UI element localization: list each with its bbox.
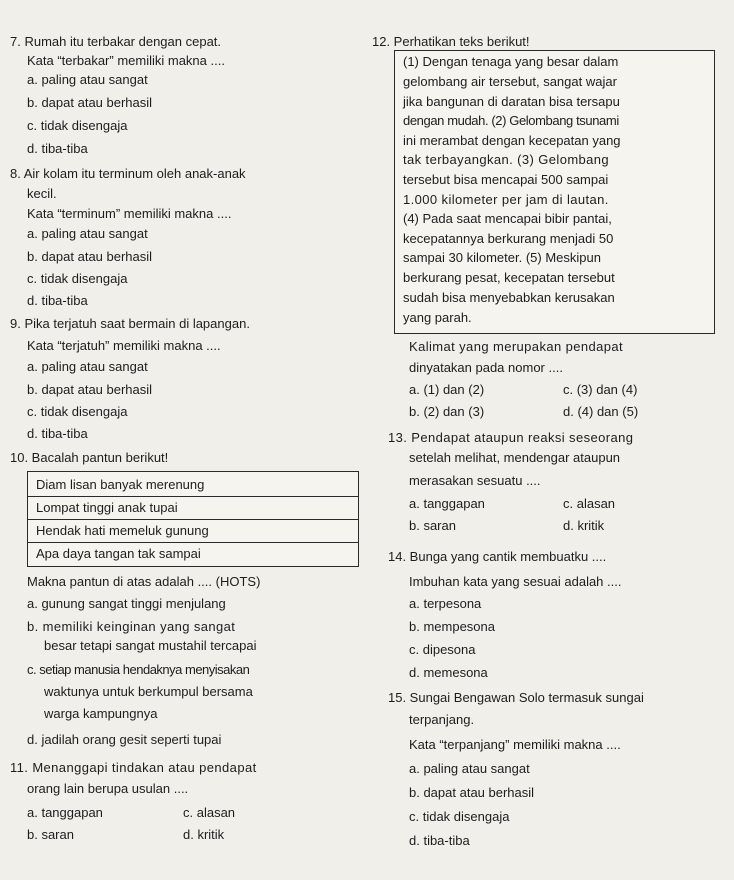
q14-option-b: b. mempesona xyxy=(409,619,495,634)
q12-prompt: Kalimat yang merupakan pendapat xyxy=(409,339,624,354)
q13-stem-cont2: merasakan sesuatu .... xyxy=(409,473,541,488)
q10-option-b-cont: besar tetapi sangat mustahil tercapai xyxy=(44,638,257,653)
q7-option-d: d. tiba-tiba xyxy=(27,141,88,156)
q8-option-c: c. tidak disengaja xyxy=(27,271,128,286)
passage-line: tak terbayangkan. (3) Gelombang xyxy=(403,152,610,167)
pantun-line-1: Diam lisan banyak merenung xyxy=(36,477,205,492)
q10-stem: 10. Bacalah pantun berikut! xyxy=(10,450,169,465)
q13-option-a: a. tanggapan xyxy=(409,496,485,511)
passage-line: dengan mudah. (2) Gelombang tsunami xyxy=(403,113,619,128)
passage-line: ini merambat dengan kecepatan yang xyxy=(403,133,621,148)
q15-stem: 15. Sungai Bengawan Solo termasuk sungai xyxy=(388,690,644,705)
pantun-divider xyxy=(28,496,358,497)
q8-prompt: Kata “terminum” memiliki makna .... xyxy=(27,206,232,221)
q9-option-b: b. dapat atau berhasil xyxy=(27,382,153,397)
passage-line: tersebut bisa mencapai 500 sampai xyxy=(403,172,609,187)
q7-stem: 7. Rumah itu terbakar dengan cepat. xyxy=(10,34,222,49)
passage-line: sudah bisa menyebabkan kerusakan xyxy=(403,290,615,305)
q9-stem: 9. Pika terjatuh saat bermain di lapangan. xyxy=(10,316,250,331)
q8-stem: 8. Air kolam itu terminum oleh anak-anak xyxy=(10,166,246,181)
pantun-box xyxy=(27,471,359,567)
q14-option-c: c. dipesona xyxy=(409,642,476,657)
q10-option-c-cont: waktunya untuk berkumpul bersama xyxy=(44,684,253,699)
q13-option-b: b. saran xyxy=(409,518,456,533)
q11-stem: 11. Menanggapi tindakan atau pendapat xyxy=(10,760,257,775)
q8-stem-cont: kecil. xyxy=(27,186,57,201)
q11-option-d: d. kritik xyxy=(183,827,225,842)
q11-option-c: c. alasan xyxy=(183,805,236,820)
q11-stem-cont: orang lain berupa usulan .... xyxy=(27,781,189,796)
q10-option-b: b. memiliki keinginan yang sangat xyxy=(27,619,236,634)
q15-prompt: Kata “terpanjang” memiliki makna .... xyxy=(409,737,621,752)
q9-prompt: Kata “terjatuh” memiliki makna .... xyxy=(27,338,221,353)
q10-option-c: c. setiap manusia hendaknya menyisakan xyxy=(27,662,250,677)
q7-option-b: b. dapat atau berhasil xyxy=(27,95,153,110)
q12-prompt-cont: dinyatakan pada nomor .... xyxy=(409,360,563,375)
q12-option-a: a. (1) dan (2) xyxy=(409,382,485,397)
pantun-line-3: Hendak hati memeluk gunung xyxy=(36,523,209,538)
q13-option-c: c. alasan xyxy=(563,496,616,511)
pantun-divider xyxy=(28,519,358,520)
passage-line: yang parah. xyxy=(403,310,472,325)
q12-option-d: d. (4) dan (5) xyxy=(563,404,639,419)
q15-stem-cont: terpanjang. xyxy=(409,712,475,727)
q15-option-d: d. tiba-tiba xyxy=(409,833,470,848)
q13-stem: 13. Pendapat ataupun reaksi seseorang xyxy=(388,430,634,445)
q13-stem-cont: setelah melihat, mendengar ataupun xyxy=(409,450,621,465)
passage-line: 1.000 kilometer per jam di lautan. xyxy=(403,192,609,207)
q8-option-b: b. dapat atau berhasil xyxy=(27,249,153,264)
pantun-line-2: Lompat tinggi anak tupai xyxy=(36,500,178,515)
passage-line: sampai 30 kilometer. (5) Meskipun xyxy=(403,250,601,265)
q10-prompt: Makna pantun di atas adalah .... (HOTS) xyxy=(27,574,261,589)
q14-option-d: d. memesona xyxy=(409,665,488,680)
q9-option-d: d. tiba-tiba xyxy=(27,426,88,441)
passage-line: (4) Pada saat mencapai bibir pantai, xyxy=(403,211,612,226)
q14-prompt: Imbuhan kata yang sesuai adalah .... xyxy=(409,574,622,589)
q9-option-c: c. tidak disengaja xyxy=(27,404,128,419)
q7-option-c: c. tidak disengaja xyxy=(27,118,128,133)
passage-box xyxy=(394,50,715,334)
q10-option-a: a. gunung sangat tinggi menjulang xyxy=(27,596,226,611)
q11-option-a: a. tanggapan xyxy=(27,805,103,820)
q13-option-d: d. kritik xyxy=(563,518,605,533)
pantun-divider xyxy=(28,542,358,543)
q11-option-b: b. saran xyxy=(27,827,74,842)
q15-option-b: b. dapat atau berhasil xyxy=(409,785,535,800)
passage-line: (1) Dengan tenaga yang besar dalam xyxy=(403,54,619,69)
q8-option-d: d. tiba-tiba xyxy=(27,293,88,308)
passage-line: kecepatannya berkurang menjadi 50 xyxy=(403,231,614,246)
pantun-line-4: Apa daya tangan tak sampai xyxy=(36,546,201,561)
passage-line: berkurang pesat, kecepatan tersebut xyxy=(403,270,615,285)
passage-line: jika bangunan di daratan bisa tersapu xyxy=(403,94,620,109)
q9-option-a: a. paling atau sangat xyxy=(27,359,148,374)
q15-option-c: c. tidak disengaja xyxy=(409,809,510,824)
q10-option-c-cont2: warga kampungnya xyxy=(44,706,158,721)
passage-line: gelombang air tersebut, sangat wajar xyxy=(403,74,617,89)
q7-prompt: Kata “terbakar” memiliki makna .... xyxy=(27,53,225,68)
q12-option-c: c. (3) dan (4) xyxy=(563,382,638,397)
q7-option-a: a. paling atau sangat xyxy=(27,72,148,87)
q12-stem: 12. Perhatikan teks berikut! xyxy=(372,34,530,49)
q14-stem: 14. Bunga yang cantik membuatku .... xyxy=(388,549,607,564)
q8-option-a: a. paling atau sangat xyxy=(27,226,148,241)
q12-option-b: b. (2) dan (3) xyxy=(409,404,485,419)
q15-option-a: a. paling atau sangat xyxy=(409,761,530,776)
q14-option-a: a. terpesona xyxy=(409,596,482,611)
q10-option-d: d. jadilah orang gesit seperti tupai xyxy=(27,732,222,747)
